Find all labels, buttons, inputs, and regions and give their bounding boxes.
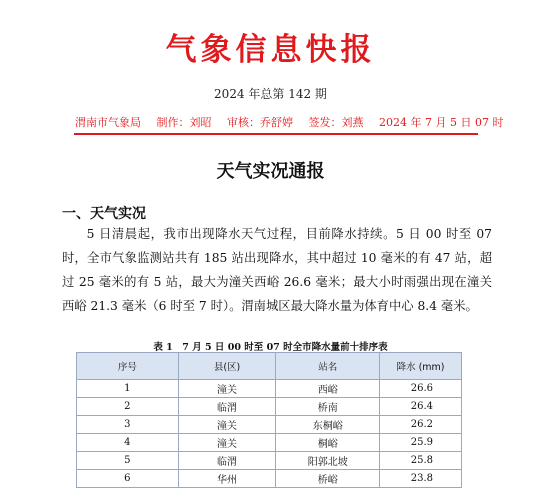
header-rainfall: 降水 (mm) bbox=[380, 353, 462, 380]
cell-county: 潼关 bbox=[178, 380, 276, 398]
cell-station: 西峪 bbox=[276, 380, 380, 398]
cell-rainfall: 26.6 bbox=[380, 380, 462, 398]
meta-reviewer: 审核：乔舒婷 bbox=[227, 116, 293, 129]
cell-station: 桐峪 bbox=[276, 434, 380, 452]
table-row bbox=[77, 398, 462, 416]
meta-org: 渭南市气象局 bbox=[75, 116, 141, 129]
table-header-row bbox=[77, 353, 462, 380]
cell-station: 桥南 bbox=[276, 398, 380, 416]
cell-county: 临渭 bbox=[178, 398, 276, 416]
rainfall-table bbox=[76, 352, 462, 488]
cell-rainfall: 25.8 bbox=[380, 452, 462, 470]
cell-rainfall: 26.2 bbox=[380, 416, 462, 434]
issue-number: 2024 年总第 142 期 bbox=[214, 87, 327, 101]
header-rank: 序号 bbox=[77, 353, 179, 380]
section-heading: 一、天气实况 bbox=[62, 206, 146, 222]
cell-rainfall: 26.4 bbox=[380, 398, 462, 416]
table-row bbox=[77, 470, 462, 488]
cell-rank: 5 bbox=[77, 452, 179, 470]
meta-date: 2024 年 7 月 5 日 07 时 bbox=[379, 116, 504, 129]
table-row bbox=[77, 416, 462, 434]
table-row bbox=[77, 380, 462, 398]
cell-rank: 3 bbox=[77, 416, 179, 434]
header-station: 站名 bbox=[276, 353, 380, 380]
header-divider bbox=[74, 133, 478, 135]
cell-station: 东桐峪 bbox=[276, 416, 380, 434]
meta-maker: 制作：刘昭 bbox=[156, 116, 212, 129]
cell-station: 阳郭北坡 bbox=[276, 452, 380, 470]
cell-county: 潼关 bbox=[178, 416, 276, 434]
masthead-title: 气象信息快报 bbox=[165, 32, 376, 68]
cell-county: 临渭 bbox=[178, 452, 276, 470]
cell-rainfall: 25.9 bbox=[380, 434, 462, 452]
cell-county: 华州 bbox=[178, 470, 276, 488]
cell-rank: 6 bbox=[77, 470, 179, 488]
cell-rainfall: 23.8 bbox=[380, 470, 462, 488]
meta-issuer: 签发：刘燕 bbox=[308, 116, 364, 129]
header-county: 县(区) bbox=[178, 353, 276, 380]
cell-rank: 1 bbox=[77, 380, 179, 398]
cell-county: 潼关 bbox=[178, 434, 276, 452]
section-body bbox=[62, 222, 492, 318]
cell-rank: 2 bbox=[77, 398, 179, 416]
document-title: 天气实况通报 bbox=[216, 161, 325, 182]
table-row bbox=[77, 452, 462, 470]
meta-line bbox=[75, 114, 504, 130]
table-row bbox=[77, 434, 462, 452]
cell-rank: 4 bbox=[77, 434, 179, 452]
table-caption: 表 1 7 月 5 日 00 时至 07 时全市降水量前十排序表 bbox=[153, 342, 388, 353]
cell-station: 桥峪 bbox=[276, 470, 380, 488]
weather-paragraph: 5 日清晨起，我市出现降水天气过程，目前降水持续。5 日 00 时至 07 时，全市气象监测站共有 185 站出现降水，其中超过 10 毫米的有 47 站，超过 25 毫米的有 5 站，最大为潼关西峪 26.6 毫米；最大小时雨强出现在潼关西峪 21.3 毫米（6 时至 7 时）。渭南城区最大降水量为体育中心 8.4 毫米。 bbox=[62, 227, 492, 313]
